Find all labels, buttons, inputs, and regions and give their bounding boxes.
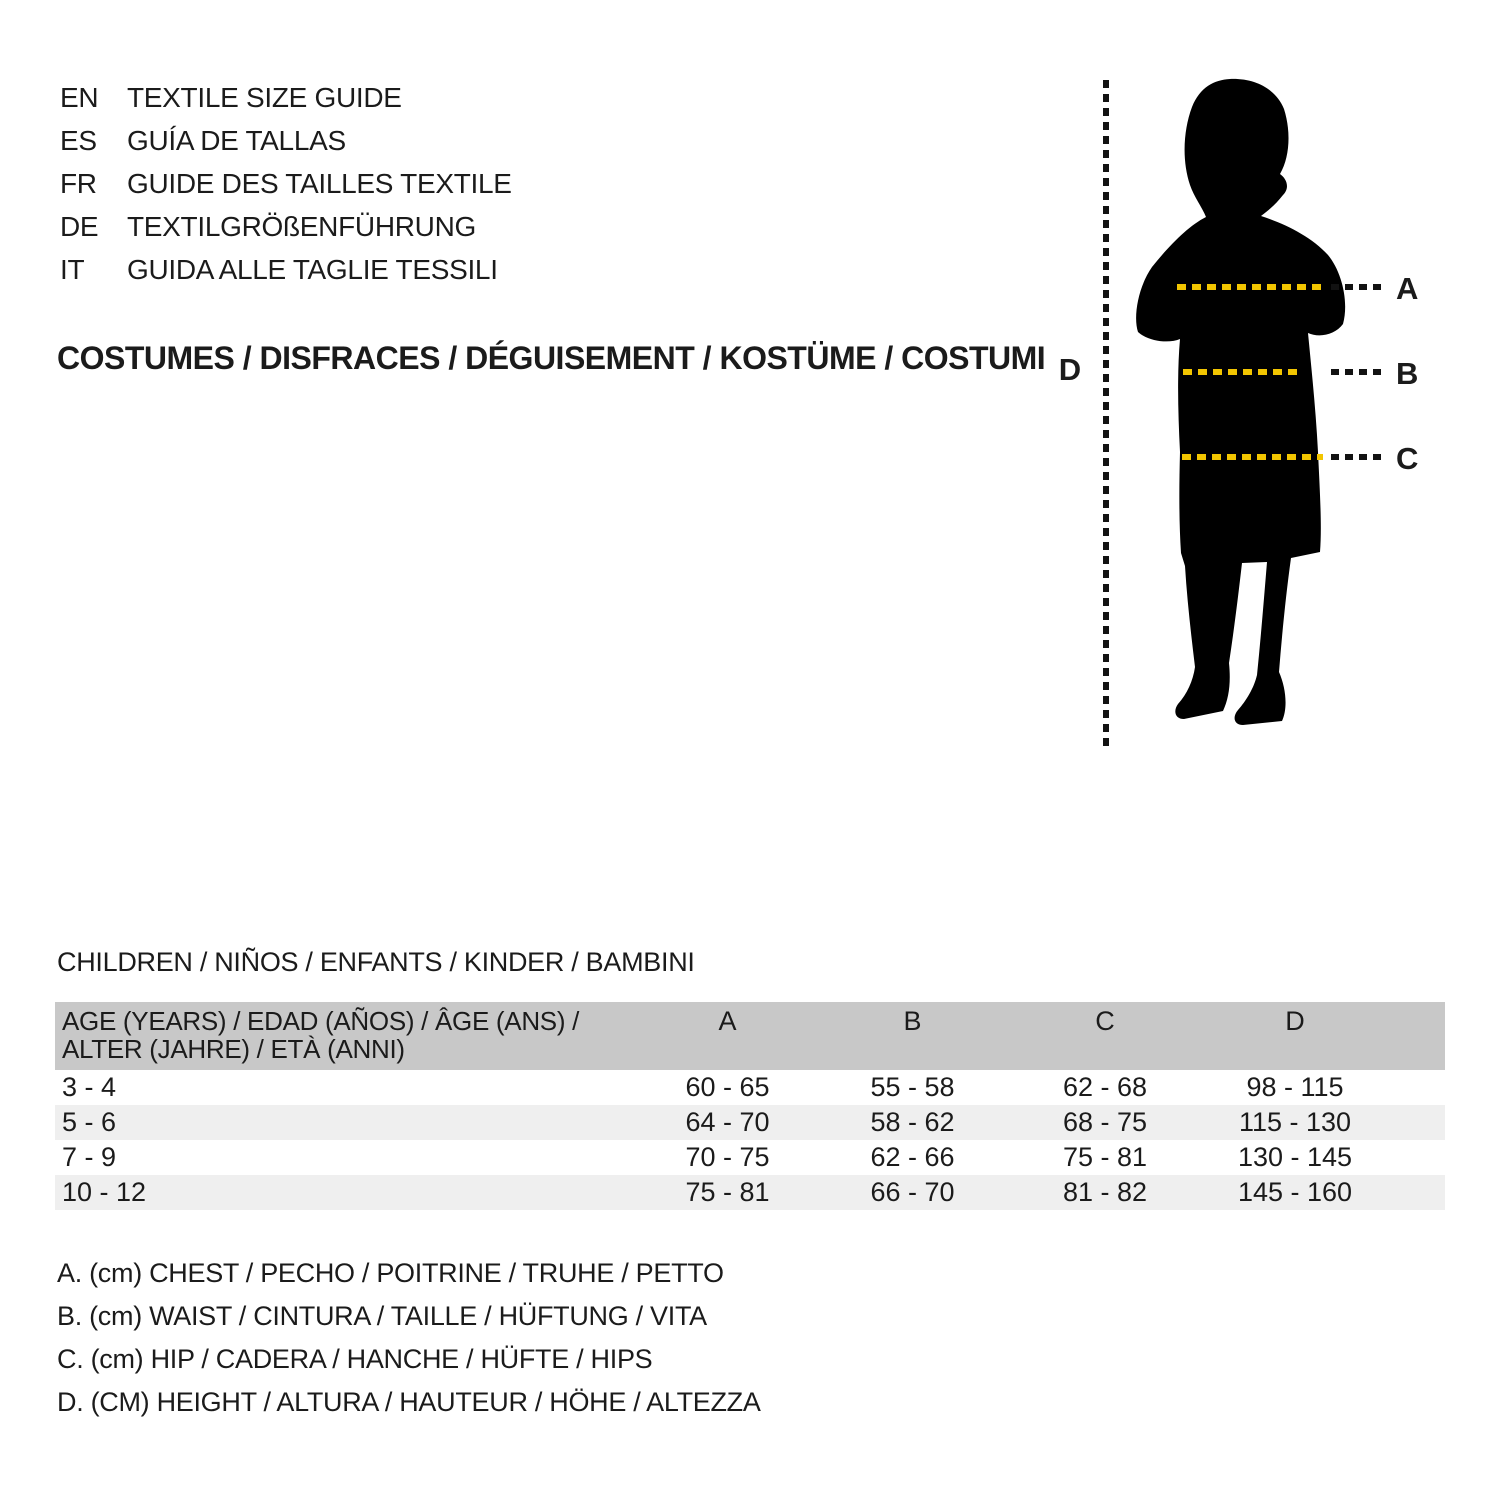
language-title: TEXTILE SIZE GUIDE xyxy=(127,81,402,113)
age-cell: 3 - 4 xyxy=(62,1072,117,1102)
chest-measure-line xyxy=(1177,284,1323,290)
table-header-b: B xyxy=(903,1006,922,1036)
measure-legend xyxy=(57,1252,761,1424)
language-title: TEXTILGRÖßENFÜHRUNG xyxy=(127,210,476,242)
chest-cell: 64 - 70 xyxy=(685,1107,770,1137)
table-header-a: A xyxy=(718,1006,737,1036)
language-title: GUÍA DE TALLAS xyxy=(127,124,346,156)
language-code: IT xyxy=(60,253,85,285)
hip-cell: 81 - 82 xyxy=(1062,1177,1148,1207)
table-row xyxy=(55,1140,1445,1175)
language-title: GUIDE DES TAILLES TEXTILE xyxy=(127,167,512,199)
table-header-d: D xyxy=(1285,1006,1305,1036)
language-code: FR xyxy=(60,167,97,199)
chest-connector-line xyxy=(1331,284,1387,290)
language-row-fr xyxy=(60,162,512,205)
waist-connector-line xyxy=(1331,369,1387,375)
legend-chest: A. (cm) CHEST / PECHO / POITRINE / TRUHE / PETTO xyxy=(57,1258,724,1288)
table-header-row xyxy=(55,1002,1445,1070)
waist-cell: 66 - 70 xyxy=(870,1177,955,1207)
age-cell: 7 - 9 xyxy=(62,1142,117,1172)
language-code: EN xyxy=(60,81,99,113)
hip-connector-line xyxy=(1331,454,1387,460)
chest-cell: 60 - 65 xyxy=(685,1072,770,1102)
hip-cell: 75 - 81 xyxy=(1062,1142,1148,1172)
age-cell: 5 - 6 xyxy=(62,1107,117,1137)
size-table xyxy=(55,1002,1445,1210)
child-silhouette xyxy=(1130,75,1380,745)
chest-cell: 70 - 75 xyxy=(685,1142,770,1172)
table-row xyxy=(55,1175,1445,1210)
waist-cell: 58 - 62 xyxy=(870,1107,955,1137)
child-silhouette-svg xyxy=(1130,75,1380,745)
height-dashed-line xyxy=(1103,80,1109,748)
hip-cell: 68 - 75 xyxy=(1062,1107,1148,1137)
measure-label-d: D xyxy=(1058,352,1082,387)
table-header-age-line1: AGE (YEARS) / EDAD (AÑOS) / ÂGE (ANS) / xyxy=(62,1006,580,1036)
table-row xyxy=(55,1105,1445,1140)
hip-cell: 62 - 68 xyxy=(1062,1072,1148,1102)
table-row xyxy=(55,1070,1445,1105)
measure-label-b: B xyxy=(1396,356,1419,391)
language-row-it xyxy=(60,248,512,291)
height-cell: 145 - 160 xyxy=(1237,1177,1353,1207)
height-cell: 130 - 145 xyxy=(1237,1142,1353,1172)
chest-cell: 75 - 81 xyxy=(685,1177,770,1207)
language-row-es xyxy=(60,119,512,162)
age-cell: 10 - 12 xyxy=(62,1177,147,1207)
table-header-age-line2: ALTER (JAHRE) / ETÀ (ANNI) xyxy=(62,1034,405,1064)
table-section-title: CHILDREN / NIÑOS / ENFANTS / KINDER / BAMBINI xyxy=(57,947,695,977)
language-row-de xyxy=(60,205,512,248)
legend-height: D. (CM) HEIGHT / ALTURA / HAUTEUR / HÖHE / ALTEZZA xyxy=(57,1387,761,1417)
waist-cell: 62 - 66 xyxy=(870,1142,955,1172)
measure-label-a: A xyxy=(1396,271,1419,306)
legend-hip: C. (cm) HIP / CADERA / HANCHE / HÜFTE / HIPS xyxy=(57,1344,653,1374)
language-code: DE xyxy=(60,210,99,242)
language-code: ES xyxy=(60,124,97,156)
table-header-age xyxy=(55,1007,640,1063)
category-title: COSTUMES / DISFRACES / DÉGUISEMENT / KOSTÜME / COSTUMI xyxy=(57,340,1046,376)
legend-waist: B. (cm) WAIST / CINTURA / TAILLE / HÜFTUNG / VITA xyxy=(57,1301,707,1331)
waist-cell: 55 - 58 xyxy=(870,1072,955,1102)
hip-measure-line xyxy=(1182,454,1323,460)
table-header-c: C xyxy=(1095,1006,1115,1036)
language-row-en xyxy=(60,76,512,119)
waist-measure-line xyxy=(1183,369,1303,375)
measure-label-c: C xyxy=(1396,441,1419,476)
height-cell: 115 - 130 xyxy=(1238,1107,1352,1137)
height-cell: 98 - 115 xyxy=(1246,1072,1344,1102)
language-title-list xyxy=(60,76,512,291)
language-title: GUIDA ALLE TAGLIE TESSILI xyxy=(127,253,498,285)
